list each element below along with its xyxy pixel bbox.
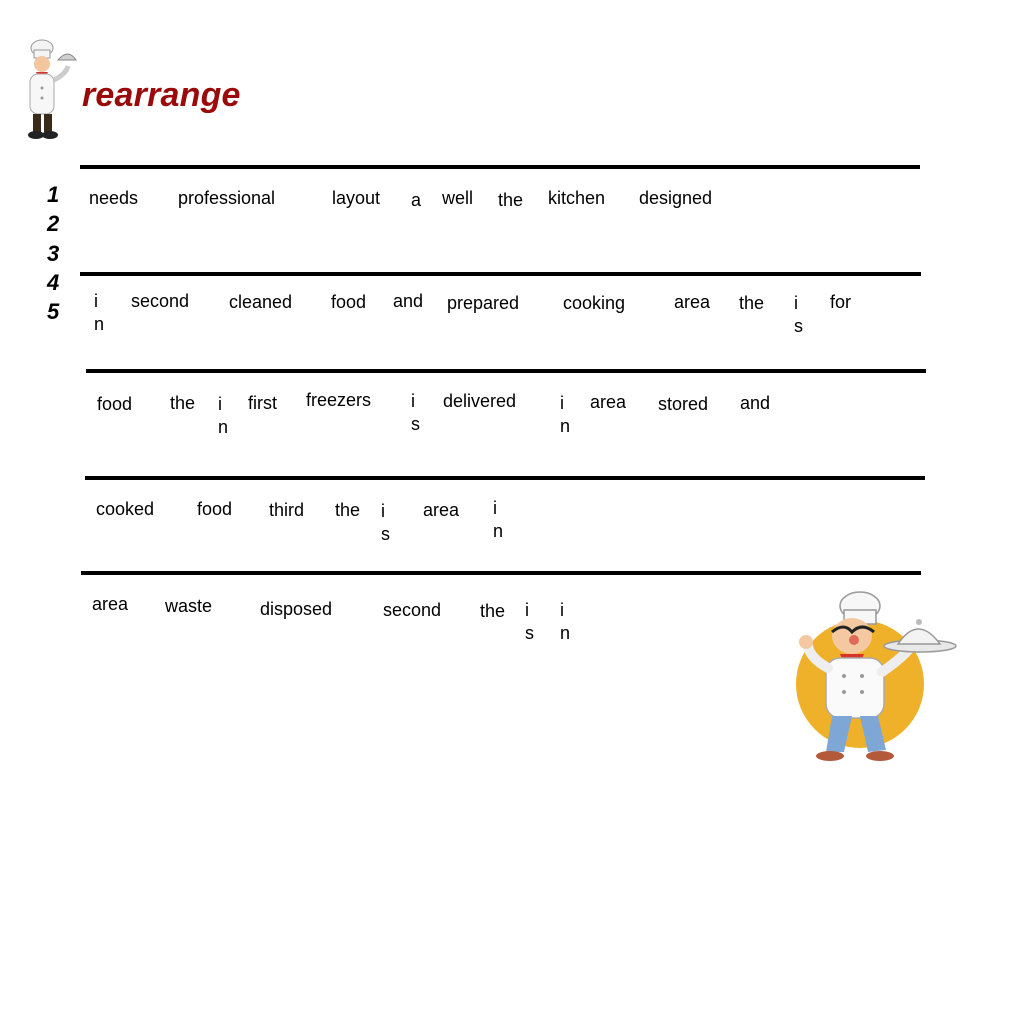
- word-tile[interactable]: area: [590, 392, 627, 412]
- page-title: rearrange: [82, 76, 241, 114]
- word-tile[interactable]: cooked: [96, 499, 155, 519]
- word-tile[interactable]: third: [269, 500, 305, 520]
- word-tile[interactable]: layout: [332, 188, 381, 208]
- word-tile[interactable]: second: [383, 600, 442, 620]
- word-tile[interactable]: cooking: [563, 293, 626, 313]
- word-tile[interactable]: prepared: [447, 293, 520, 313]
- divider-2: [80, 272, 921, 276]
- word-tile[interactable]: is: [411, 391, 420, 434]
- row-number: 3: [47, 240, 60, 266]
- word-tile[interactable]: cleaned: [229, 292, 293, 312]
- word-tile[interactable]: well: [442, 188, 474, 208]
- word-tile[interactable]: designed: [639, 188, 713, 208]
- divider-1: [80, 165, 920, 169]
- word-tile[interactable]: is: [794, 293, 803, 336]
- word-tile[interactable]: second: [131, 291, 190, 311]
- row-number: 4: [47, 269, 60, 295]
- chef-serving-icon: [792, 588, 958, 768]
- word-tile[interactable]: the: [170, 393, 196, 413]
- row-number: 2: [47, 211, 60, 237]
- word-tile[interactable]: professional: [178, 188, 276, 208]
- word-tile[interactable]: food: [97, 394, 133, 414]
- word-tile[interactable]: the: [335, 500, 361, 520]
- word-tile[interactable]: disposed: [260, 599, 333, 619]
- word-tile[interactable]: in: [493, 498, 504, 541]
- word-tile[interactable]: area: [674, 292, 711, 312]
- divider-5: [81, 571, 921, 575]
- word-tile[interactable]: in: [560, 600, 571, 643]
- row-number: 1: [47, 182, 60, 207]
- word-tile[interactable]: and: [393, 291, 424, 311]
- divider-4: [85, 476, 925, 480]
- word-tile[interactable]: food: [197, 499, 233, 519]
- word-tile[interactable]: for: [830, 292, 852, 312]
- word-tile[interactable]: waste: [165, 596, 213, 616]
- word-tile[interactable]: kitchen: [548, 188, 606, 208]
- word-tile[interactable]: stored: [658, 394, 709, 414]
- word-tile[interactable]: freezers: [306, 390, 372, 410]
- row-number: 5: [47, 299, 60, 325]
- word-tile[interactable]: is: [381, 501, 390, 544]
- word-tile[interactable]: area: [92, 594, 129, 614]
- row-numbers: [47, 180, 59, 326]
- word-tile[interactable]: area: [423, 500, 460, 520]
- word-tile[interactable]: the: [739, 293, 765, 313]
- word-tile[interactable]: the: [498, 190, 524, 210]
- word-tile[interactable]: in: [560, 393, 571, 436]
- word-tile[interactable]: a: [411, 190, 422, 210]
- word-tile[interactable]: food: [331, 292, 367, 312]
- divider-3: [86, 369, 926, 373]
- word-tile[interactable]: the: [480, 601, 506, 621]
- word-tile[interactable]: is: [525, 600, 534, 643]
- word-tile[interactable]: in: [218, 394, 229, 437]
- chef-icon: [14, 38, 78, 142]
- word-tile[interactable]: needs: [89, 188, 139, 208]
- word-tile[interactable]: delivered: [443, 391, 517, 411]
- word-tile[interactable]: in: [94, 291, 105, 334]
- word-tile[interactable]: and: [740, 393, 771, 413]
- word-tile[interactable]: first: [248, 393, 277, 413]
